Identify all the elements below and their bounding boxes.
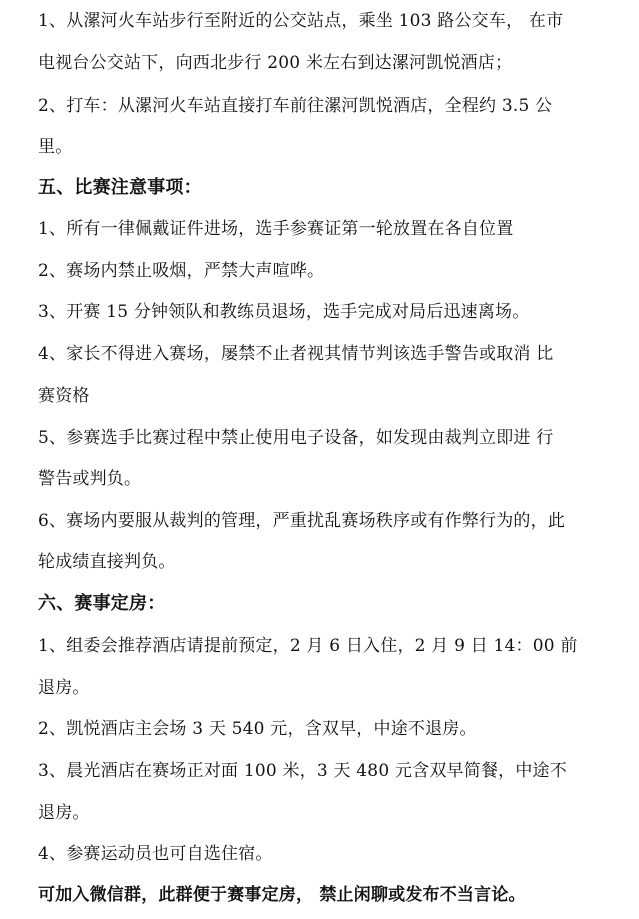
notes-item-5-line-1: 5、参赛选手比赛过程中禁止使用电子设备，如发现由裁判立即进 行 bbox=[38, 428, 554, 448]
notes-item-6-line-1: 6、赛场内要服从裁判的管理，严重扰乱赛场秩序或有作弊行为的，此 bbox=[38, 511, 566, 531]
transport-item-1-line-1: 1、从漯河火车站步行至附近的公交站点，乘坐 103 路公交车， 在市 bbox=[38, 11, 564, 31]
section-heading-lodging: 六、赛事定房： bbox=[38, 593, 166, 614]
transport-item-1-line-2: 电视台公交站下，向西北步行 200 米左右到达漯河凯悦酒店； bbox=[38, 53, 513, 73]
notes-item-2: 2、赛场内禁止吸烟，严禁大声喧哗。 bbox=[38, 261, 325, 281]
notes-item-1: 1、所有一律佩戴证件进场，选手参赛证第一轮放置在各自位置 bbox=[38, 219, 514, 239]
notes-item-3: 3、开赛 15 分钟领队和教练员退场，选手完成对局后迅速离场。 bbox=[38, 302, 530, 322]
lodging-item-3-line-1: 3、晨光酒店在赛场正对面 100 米，3 天 480 元含双早简餐，中途不 bbox=[38, 761, 567, 781]
footer-notice: 可加入微信群，此群便于赛事定房， 禁止闲聊或发布不当言论。 bbox=[38, 885, 526, 905]
notes-item-5-line-2: 警告或判负。 bbox=[38, 469, 142, 489]
notes-item-4-line-1: 4、家长不得进入赛场，屡禁不止者视其情节判该选手警告或取消 比 bbox=[38, 344, 554, 364]
section-heading-notes: 五、比赛注意事项： bbox=[38, 177, 202, 198]
transport-item-2-line-1: 2、打车：从漯河火车站直接打车前往漯河凯悦酒店，全程约 3.5 公 bbox=[38, 96, 553, 116]
lodging-item-2: 2、凯悦酒店主会场 3 天 540 元，含双早，中途不退房。 bbox=[38, 719, 477, 739]
notes-item-6-line-2: 轮成绩直接判负。 bbox=[38, 552, 176, 572]
lodging-item-3-line-2: 退房。 bbox=[38, 803, 90, 823]
lodging-item-1-line-2: 退房。 bbox=[38, 678, 90, 698]
lodging-item-1-line-1: 1、组委会推荐酒店请提前预定，2 月 6 日入住，2 月 9 日 14：00 前 bbox=[38, 636, 578, 656]
transport-item-2-line-2: 里。 bbox=[38, 137, 73, 157]
notes-item-4-line-2: 赛资格 bbox=[38, 386, 90, 406]
lodging-item-4: 4、参赛运动员也可自选住宿。 bbox=[38, 844, 273, 864]
